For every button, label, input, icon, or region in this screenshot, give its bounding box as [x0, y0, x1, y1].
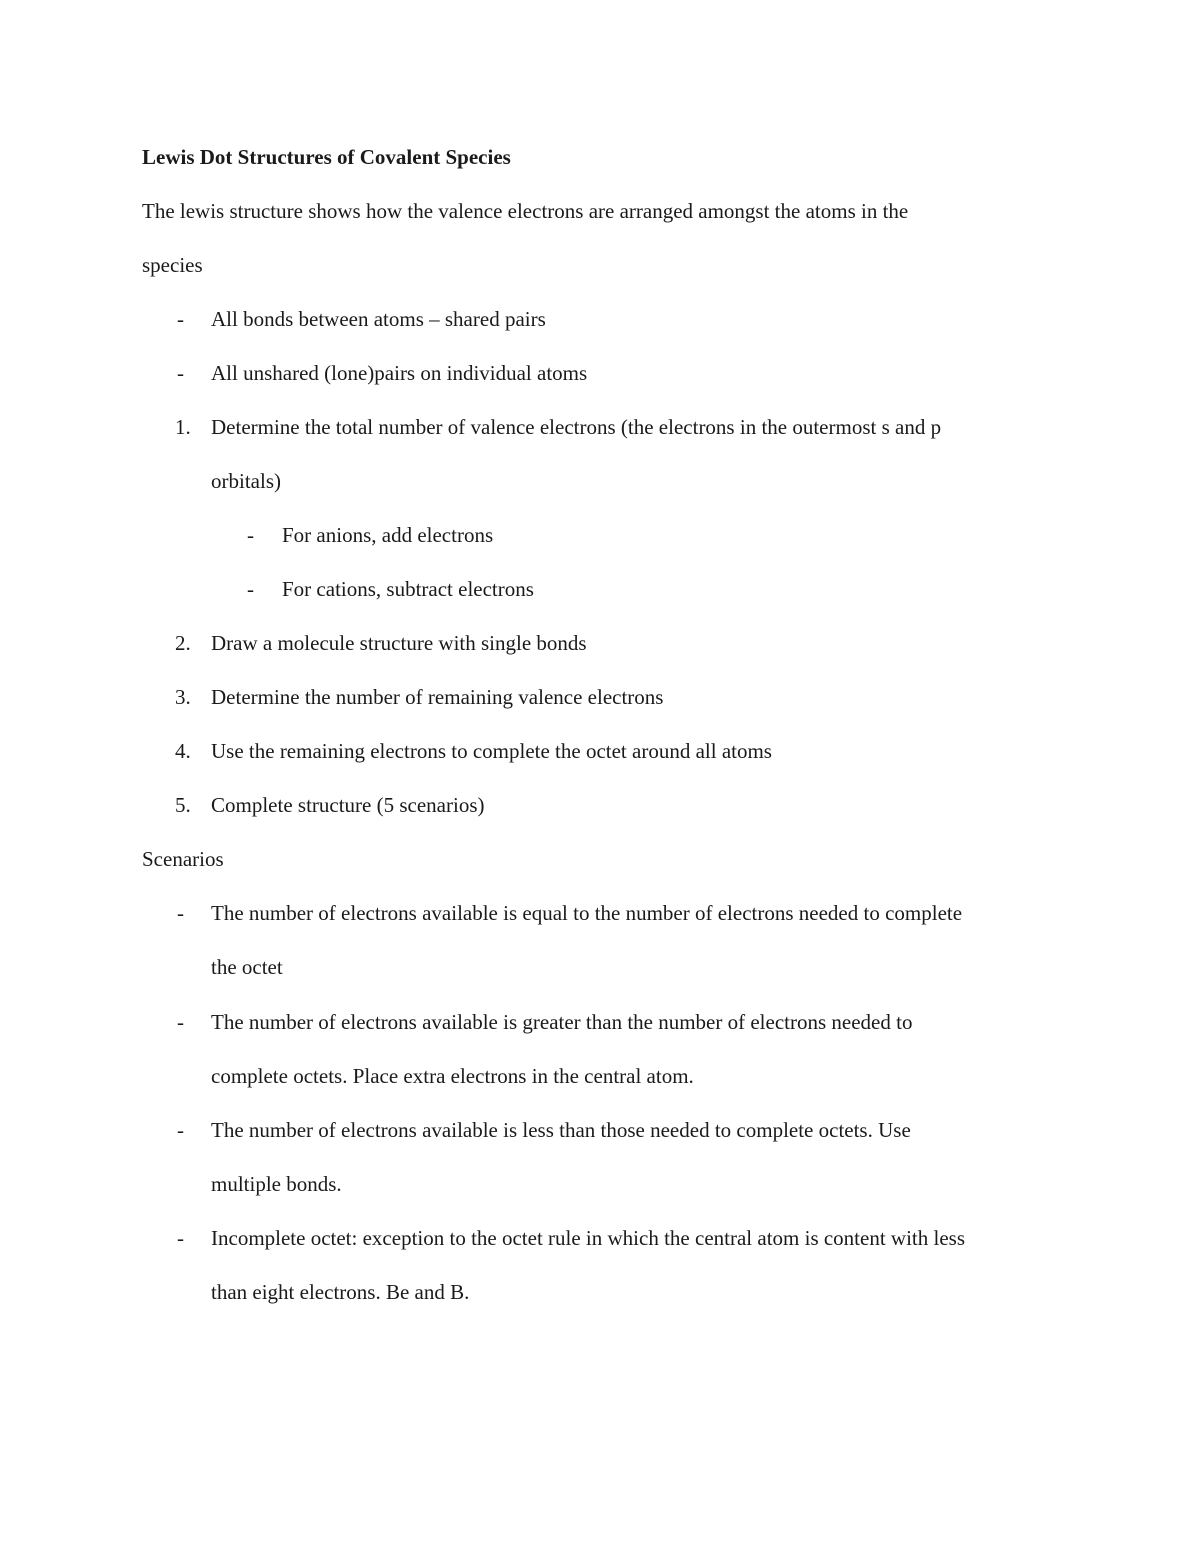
step-3-text: Determine the number of remaining valence electrons [211, 685, 664, 709]
sub-bullet-anions: For anions, add electrons [282, 523, 494, 547]
sub-bullet-marker: - [247, 523, 254, 547]
step-5-text: Complete structure (5 scenarios) [211, 793, 485, 817]
scenario-2-line-2: complete octets. Place extra electrons in the central atom. [211, 1064, 694, 1088]
scenario-1-line-1: The number of electrons available is equal to the number of electrons needed to complete [211, 901, 963, 925]
scenario-2-line-1: The number of electrons available is greater than the number of electrons needed to [211, 1010, 913, 1034]
bullet-shared-pairs: All bonds between atoms – shared pairs [211, 307, 546, 331]
document-title: Lewis Dot Structures of Covalent Species [142, 145, 511, 169]
bullet-marker: - [177, 361, 184, 385]
step-number: 2. [175, 631, 191, 655]
scenario-marker: - [177, 901, 184, 925]
scenario-marker: - [177, 1118, 184, 1142]
scenario-4-line-2: than eight electrons. Be and B. [211, 1280, 470, 1304]
scenario-3-line-2: multiple bonds. [211, 1172, 342, 1196]
intro-line-2: species [142, 253, 203, 277]
scenario-1-line-2: the octet [211, 955, 283, 979]
scenario-marker: - [177, 1010, 184, 1034]
step-4-text: Use the remaining electrons to complete the octet around all atoms [211, 739, 772, 763]
bullet-lone-pairs: All unshared (lone)pairs on individual atoms [211, 361, 588, 385]
scenario-marker: - [177, 1226, 184, 1250]
sub-bullet-cations: For cations, subtract electrons [282, 577, 534, 601]
step-number: 3. [175, 685, 191, 709]
scenario-4-line-1: Incomplete octet: exception to the octet rule in which the central atom is content with less [211, 1226, 966, 1250]
step-1-line-1: Determine the total number of valence electrons (the electrons in the outermost s and p [211, 415, 942, 439]
step-2-text: Draw a molecule structure with single bonds [211, 631, 587, 655]
step-number: 4. [175, 739, 191, 763]
bullet-marker: - [177, 307, 184, 331]
step-1-line-2: orbitals) [211, 469, 281, 493]
step-number: 5. [175, 793, 191, 817]
sub-bullet-marker: - [247, 577, 254, 601]
intro-line-1: The lewis structure shows how the valence electrons are arranged amongst the atoms in the [142, 199, 909, 223]
scenarios-heading: Scenarios [142, 847, 224, 871]
step-number: 1. [175, 415, 191, 439]
scenario-3-line-1: The number of electrons available is less than those needed to complete octets. Use [211, 1118, 911, 1142]
